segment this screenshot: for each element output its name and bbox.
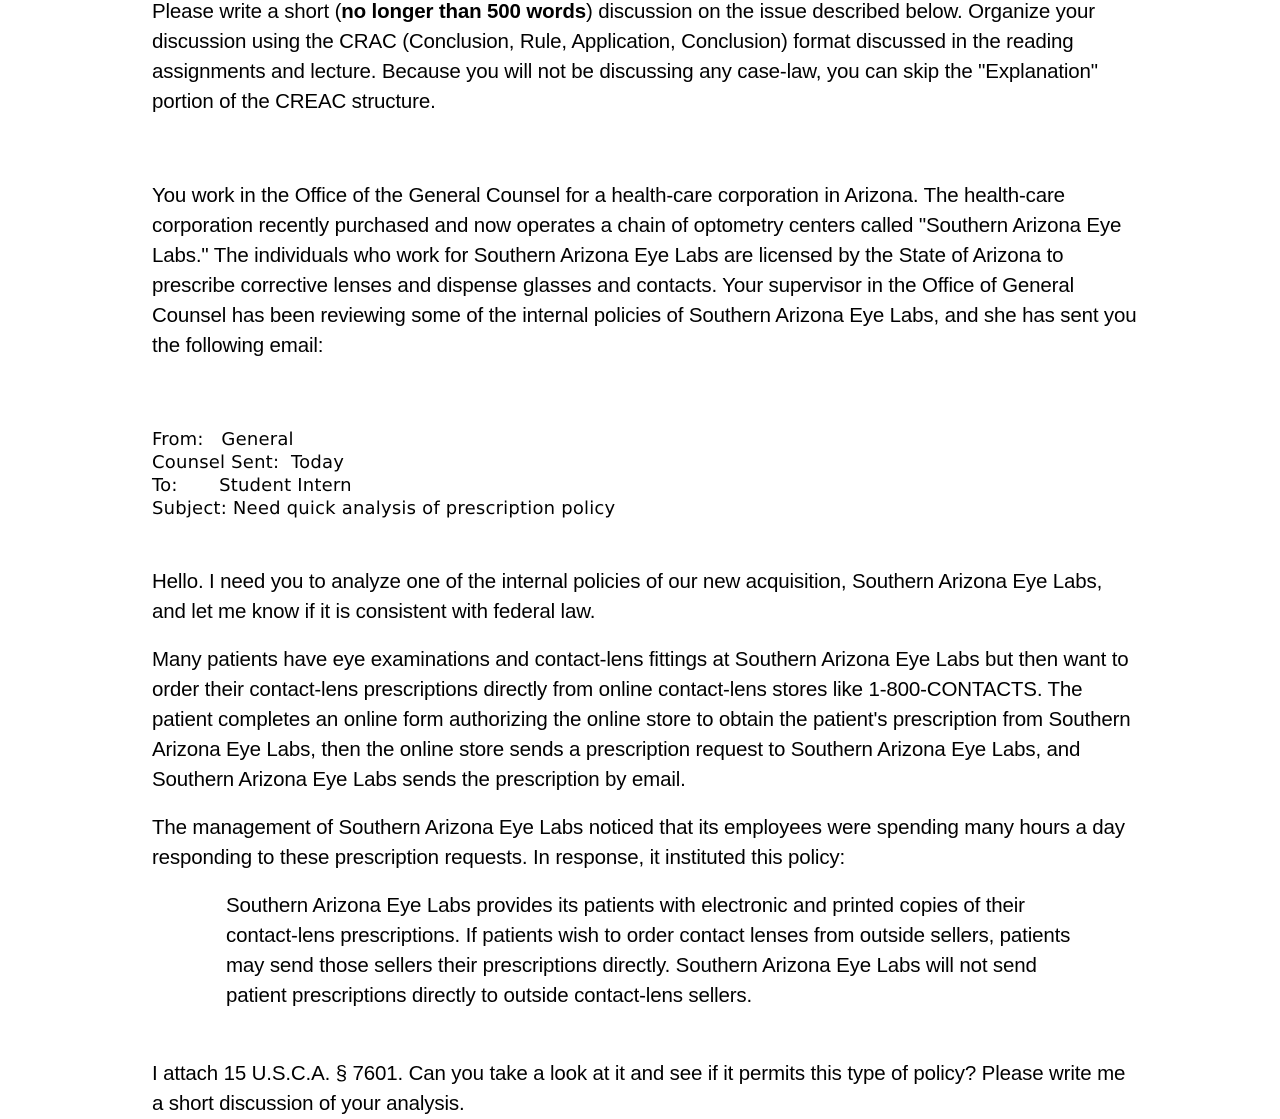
email-from-line: From: General [152,429,294,450]
policy-blockquote: Southern Arizona Eye Labs provides its patients with electronic and printed copies of their contact-lens prescriptions. If patients wish to order contact lenses from outside sellers, patients may send those sellers their prescriptions directly. Southern Arizona Eye Labs will not send patient prescriptions directly to outside contact-lens sellers. [226,894,1071,1007]
email-sent-line: Counsel Sent: Today [152,452,345,473]
scenario-paragraph: You work in the Office of the General Counsel for a health-care corporation in Arizona. The health-care corporation recently purchased and now operates a chain of optometry centers called "Southern Arizona Eye Labs." The individuals who work for Southern Arizona Eye Labs are licensed by the State of Arizona to prescribe corrective lenses and dispense glasses and contacts. Your supervisor in the Office of General Counsel has been reviewing some of the internal policies of Southern Arizona Eye Labs, and she has sent you the following email: [152,184,1137,357]
email-to-line: To: Student Intern [152,475,352,496]
email-background-paragraph: Many patients have eye examinations and contact-lens fittings at Southern Arizona Eye Labs but then want to order their contact-lens prescriptions directly from online contact-lens stores like 1-800-CONTACTS. The patient completes an online form authorizing the online store to obtain the patient's prescription from Southern Arizona Eye Labs, then the online store sends a prescription request to Southern Arizona Eye Labs, and Southern Arizona Eye Labs sends the prescription by email. [152,648,1131,791]
email-header [152,428,752,520]
email-subject-line: Subject: Need quick analysis of prescription policy [152,498,616,519]
email-management-paragraph: The management of Southern Arizona Eye Labs noticed that its employees were spending many hours a day responding to these prescription requests. In response, it instituted this policy: [152,816,1125,869]
instructions-text-start: Please write a short ( [152,0,342,23]
email-greeting-paragraph: Hello. I need you to analyze one of the internal policies of our new acquisition, Southern Arizona Eye Labs, and let me know if it is consistent with federal law. [152,570,1103,623]
assignment-instructions [152,0,1137,117]
instructions-text-end: ) discussion on the issue described below. Organize your discussion using the CRAC (Conclusion, Rule, Application, Conclusion) format discussed in the reading assignments and lecture. Because you will not be discussing any case-law, you can skip the "Explanation" portion of the CREAC structure. [152,0,1098,113]
word-limit-bold: no longer than 500 words [341,0,586,23]
email-closing-paragraph: I attach 15 U.S.C.A. § 7601. Can you take a look at it and see if it permits this type of policy? Please write me a short discussion of your analysis. [152,1062,1126,1115]
